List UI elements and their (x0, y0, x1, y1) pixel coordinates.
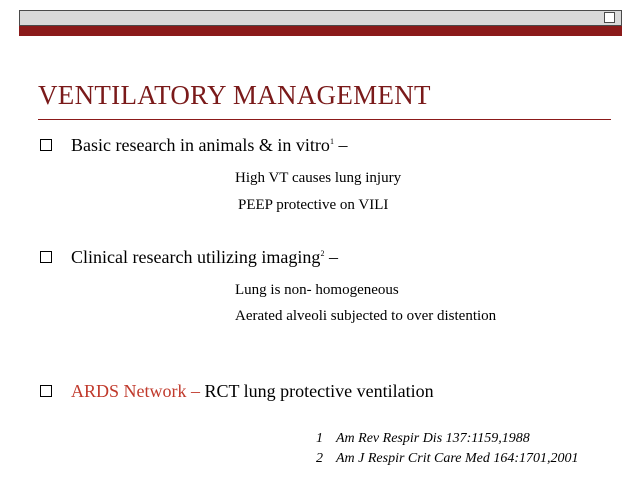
reference-1-number: 1 (316, 431, 323, 446)
reference-2-number: 2 (316, 451, 323, 466)
bullet-square-icon (40, 251, 52, 263)
bullet-1-dash: – (333, 135, 348, 155)
bullet-2-citation: 2 (320, 249, 325, 258)
bullet-square-icon (40, 385, 52, 397)
ards-network-label: ARDS Network (71, 381, 187, 401)
reference-1 (316, 431, 530, 447)
bullet-square-icon (40, 139, 52, 151)
reference-2-text: Am J Respir Crit Care Med 164:1701,2001 (336, 451, 579, 466)
bullet-2-sub-2: Aerated alveoli subjected to over distention (235, 308, 497, 324)
bullet-1-sub-2: PEEP protective on VILI (238, 197, 389, 213)
bullet-3-dash: – (186, 381, 205, 401)
header-red-bar (19, 26, 622, 36)
bullet-2-sub-1: Lung is non- homogeneous (235, 282, 399, 298)
bullet-1-citation: 1 (329, 137, 334, 146)
bullet-2-dash: – (324, 247, 338, 267)
bullet-2-text (71, 247, 338, 268)
bullet-1-text (71, 135, 347, 156)
header-grey-bar (19, 10, 622, 26)
reference-1-text: Am Rev Respir Dis 137:1159,1988 (336, 431, 530, 446)
slide-title: VENTILATORY MANAGEMENT (38, 80, 431, 110)
bullet-1-main: Basic research in animals & in vitro (71, 135, 330, 155)
bullet-3-main: RCT lung protective ventilation (204, 381, 434, 401)
bullet-3-text (71, 381, 434, 402)
bullet-2-main: Clinical research utilizing imaging (71, 247, 321, 267)
reference-2 (316, 451, 579, 467)
header-corner-square (604, 12, 615, 23)
title-divider (38, 119, 611, 120)
bullet-1-sub-1: High VT causes lung injury (235, 170, 402, 186)
